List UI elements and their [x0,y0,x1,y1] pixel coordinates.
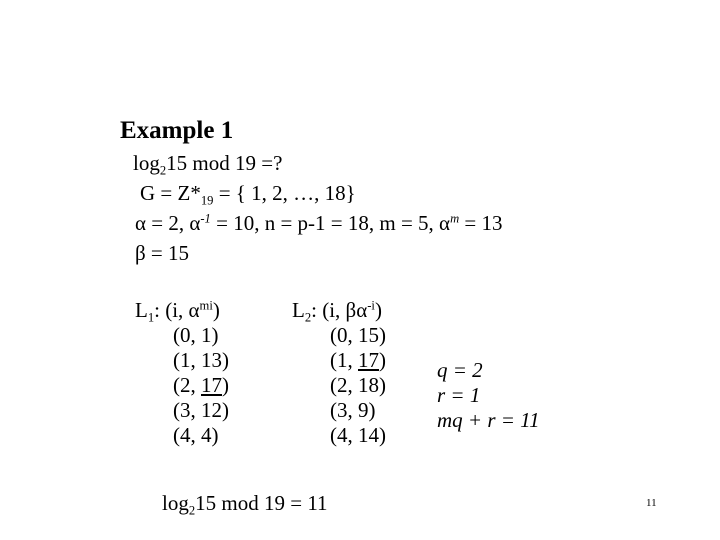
list-item: (3, 9) [330,398,376,422]
list-item: (0, 1) [173,323,219,347]
list-item: (1, 13) [173,348,229,372]
list-l2 [292,298,386,448]
list-item: (2, 18) [330,373,386,397]
list-item: (0, 15) [330,323,386,347]
q-value: q = 2 [437,358,483,382]
list-l1-header: $L_1$: (i, $\alpha^{mi}$) [135,298,220,325]
list-l1 [135,298,229,448]
list-item: (3, 12) [173,398,229,422]
problem-statement: $\log_215$ mod 19 =? [133,151,283,178]
match-value: 17 [201,373,222,397]
slide-title: Example 1 [120,117,234,144]
list-item-match: (1, 17) [330,348,386,372]
answer-line: $\log_215$ mod 19 = 11 [162,491,328,518]
list-item: (4, 14) [330,423,386,447]
list-item-match: (2, 17) [173,373,229,397]
beta-line: β = 15 [135,241,190,265]
list-l2-header: $L_2$: (i, $\beta\alpha^{-i}$) [292,298,382,325]
mq-plus-r: mq + r = 11 [437,408,540,432]
r-value: r = 1 [437,383,481,407]
result-block [437,358,540,433]
page-number: 11 [646,497,657,509]
parameters-line: α = 2, $\alpha^{-1} = 10$, n = p-1 = 18, m = 5, $\alpha^m = 13$ [135,211,503,235]
match-value: 17 [358,348,379,372]
group-definition: $G = Z*_{19}$ = { 1, 2, …, 18} [140,181,356,208]
list-item: (4, 4) [173,423,219,447]
